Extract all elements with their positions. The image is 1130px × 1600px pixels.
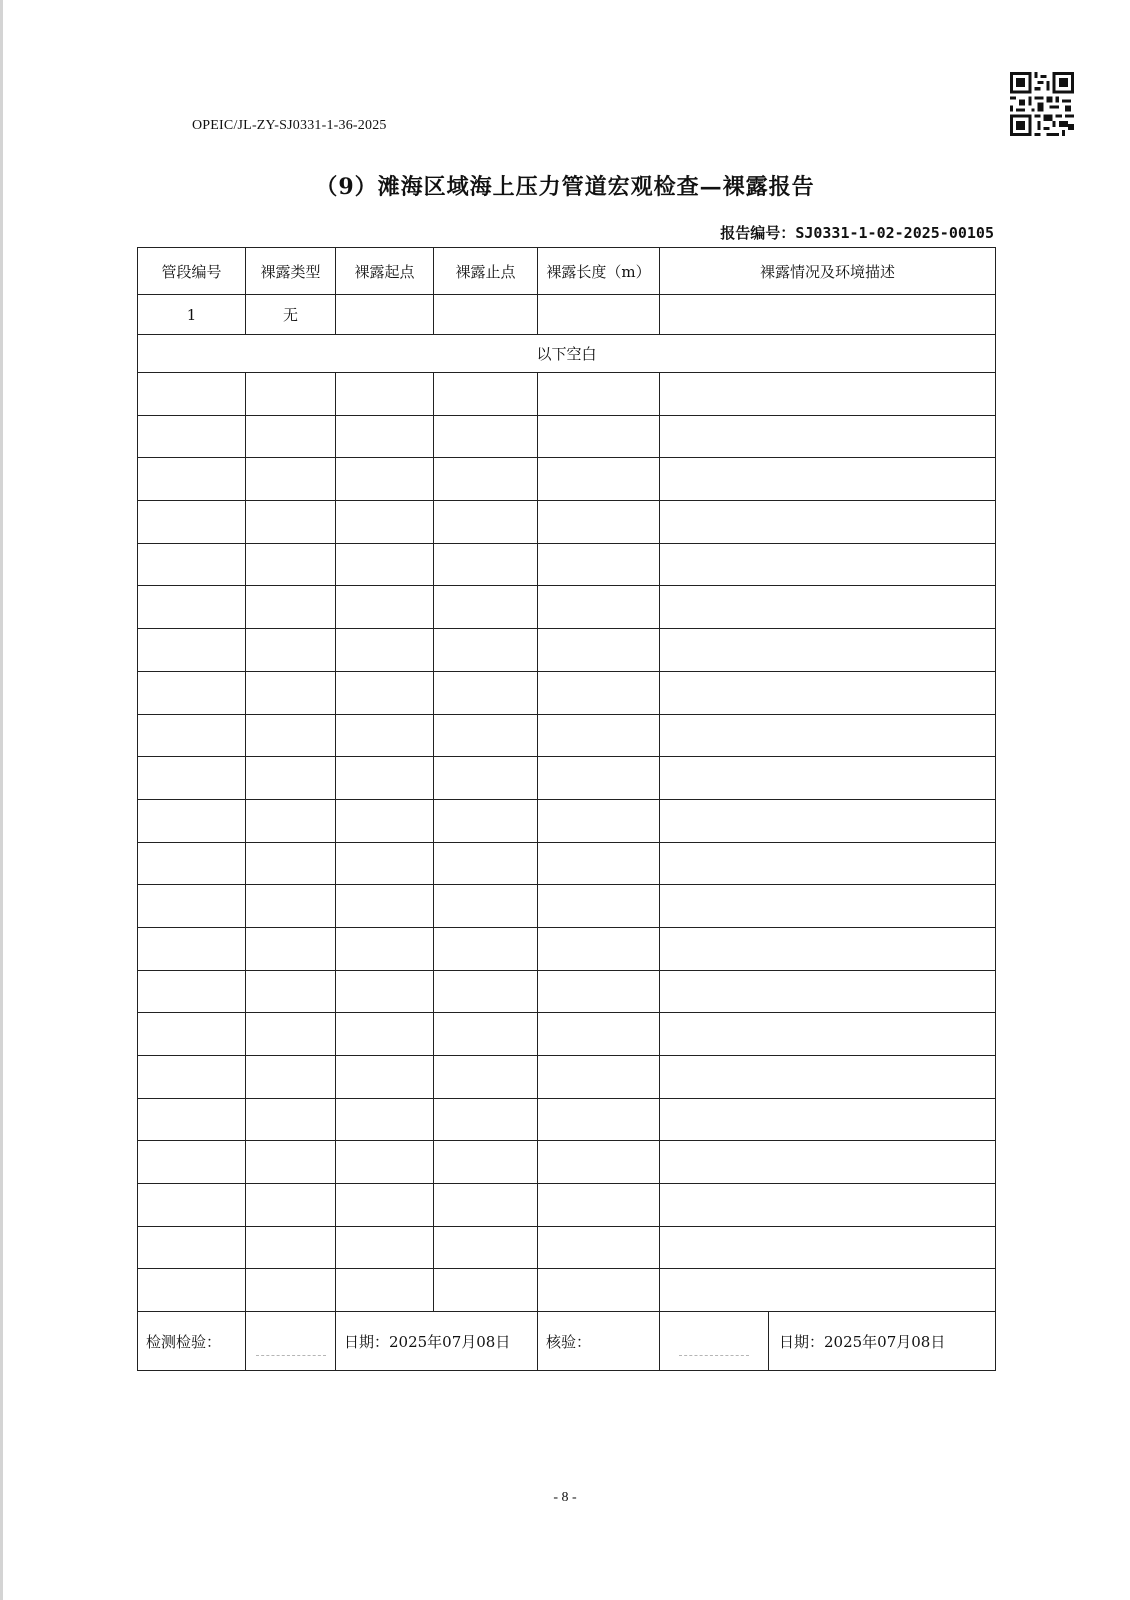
report-number (720, 222, 994, 243)
empty-cell (538, 671, 660, 714)
signature-row (138, 1312, 996, 1371)
table-row (138, 1226, 996, 1269)
empty-cell (336, 799, 434, 842)
table-row (138, 629, 996, 672)
table-row (138, 1269, 996, 1312)
empty-cell (246, 1226, 336, 1269)
empty-cell (660, 671, 996, 714)
empty-cell (660, 629, 996, 672)
empty-cell (138, 1184, 246, 1227)
empty-cell (434, 1141, 538, 1184)
empty-cell (246, 415, 336, 458)
table-row (138, 927, 996, 970)
empty-cell (246, 1184, 336, 1227)
empty-cell (434, 586, 538, 629)
empty-cell (660, 757, 996, 800)
empty-cell (138, 458, 246, 501)
inspector-signature-cell (246, 1312, 336, 1371)
empty-cell (138, 671, 246, 714)
empty-cell (336, 629, 434, 672)
empty-cell (246, 885, 336, 928)
empty-cell (660, 799, 996, 842)
table-row (138, 714, 996, 757)
empty-cell (336, 501, 434, 544)
report-number-value: SJ0331-1-02-2025-00105 (795, 224, 994, 242)
empty-cell (434, 799, 538, 842)
empty-cell (336, 1013, 434, 1056)
empty-cell (660, 501, 996, 544)
empty-cell (660, 1056, 996, 1099)
empty-cell (660, 415, 996, 458)
column-header: 裸露起点 (336, 248, 434, 295)
empty-cell (538, 799, 660, 842)
empty-cell (246, 927, 336, 970)
empty-cell (336, 373, 434, 416)
table-row (138, 543, 996, 586)
empty-cell (538, 1056, 660, 1099)
table-row (138, 415, 996, 458)
empty-cell (434, 415, 538, 458)
table-row (138, 501, 996, 544)
empty-cell (138, 1269, 246, 1312)
empty-cell (434, 1056, 538, 1099)
table-row (138, 799, 996, 842)
empty-cell (434, 1098, 538, 1141)
empty-cell (538, 970, 660, 1013)
blank-note-row (138, 335, 996, 373)
empty-cell (434, 629, 538, 672)
document-code: OPEIC/JL-ZY-SJ0331-1-36-2025 (192, 118, 387, 133)
empty-cell (138, 714, 246, 757)
empty-cell (538, 927, 660, 970)
empty-cell (336, 415, 434, 458)
empty-cell (538, 586, 660, 629)
table-row (138, 295, 996, 335)
empty-cell (434, 1226, 538, 1269)
qr-code-icon (1010, 72, 1074, 136)
table-row (138, 757, 996, 800)
empty-cell (246, 586, 336, 629)
empty-cell (434, 714, 538, 757)
empty-cell (336, 714, 434, 757)
empty-cell (660, 1098, 996, 1141)
exposure-end-cell (434, 295, 538, 335)
empty-cell (660, 458, 996, 501)
table-header-row (138, 248, 996, 295)
column-header: 裸露类型 (246, 248, 336, 295)
empty-cell (138, 885, 246, 928)
empty-cell (434, 501, 538, 544)
empty-cell (660, 1013, 996, 1056)
empty-cell (138, 757, 246, 800)
empty-cell (660, 927, 996, 970)
empty-cell (138, 586, 246, 629)
column-header: 裸露长度（m） (538, 248, 660, 295)
empty-cell (434, 543, 538, 586)
table-row (138, 1098, 996, 1141)
empty-cell (246, 757, 336, 800)
table-row (138, 671, 996, 714)
empty-cell (246, 671, 336, 714)
table-row (138, 1013, 996, 1056)
empty-cell (138, 1056, 246, 1099)
empty-cell (434, 1269, 538, 1312)
empty-cell (138, 927, 246, 970)
empty-cell (538, 629, 660, 672)
exposure-length-cell (538, 295, 660, 335)
empty-cell (336, 927, 434, 970)
table-row (138, 842, 996, 885)
empty-cell (246, 842, 336, 885)
exposure-table (137, 247, 996, 1371)
reviewer-date: 日期：2025年07月08日 (779, 1332, 946, 1351)
empty-cell (138, 1013, 246, 1056)
empty-cell (434, 885, 538, 928)
empty-cell (246, 458, 336, 501)
empty-cell (246, 799, 336, 842)
empty-cell (336, 970, 434, 1013)
empty-cell (538, 885, 660, 928)
table-row (138, 458, 996, 501)
empty-cell (336, 757, 434, 800)
empty-cell (538, 1226, 660, 1269)
empty-cell (660, 373, 996, 416)
report-title: （9）滩海区域海上压力管道宏观检查—裸露报告 (315, 174, 815, 200)
empty-cell (538, 415, 660, 458)
empty-cell (660, 714, 996, 757)
empty-cell (138, 629, 246, 672)
empty-cell (538, 1098, 660, 1141)
empty-cell (246, 970, 336, 1013)
empty-cell (138, 415, 246, 458)
empty-cell (138, 970, 246, 1013)
empty-cell (660, 970, 996, 1013)
empty-cell (434, 458, 538, 501)
empty-cell (538, 1013, 660, 1056)
empty-cell (138, 842, 246, 885)
empty-cell (336, 1056, 434, 1099)
empty-cell (660, 586, 996, 629)
empty-rows (138, 373, 996, 1312)
empty-cell (336, 1184, 434, 1227)
column-header: 管段编号 (138, 248, 246, 295)
empty-cell (246, 1098, 336, 1141)
empty-cell (538, 543, 660, 586)
table-row (138, 885, 996, 928)
empty-cell (336, 1141, 434, 1184)
report-number-label: 报告编号： (720, 224, 796, 242)
empty-cell (538, 501, 660, 544)
empty-cell (660, 842, 996, 885)
empty-cell (434, 842, 538, 885)
empty-cell (336, 1269, 434, 1312)
column-header: 裸露情况及环境描述 (660, 248, 996, 295)
reviewer-cell (660, 1312, 996, 1371)
exposure-description-cell (660, 295, 996, 335)
empty-cell (336, 1098, 434, 1141)
empty-cell (138, 543, 246, 586)
empty-cell (246, 501, 336, 544)
inspector-date: 日期：2025年07月08日 (336, 1312, 538, 1371)
exposure-type-cell: 无 (246, 295, 336, 335)
empty-cell (660, 1269, 996, 1312)
table-row (138, 1056, 996, 1099)
empty-cell (434, 757, 538, 800)
empty-cell (246, 629, 336, 672)
column-header: 裸露止点 (434, 248, 538, 295)
empty-cell (660, 543, 996, 586)
empty-cell (660, 1184, 996, 1227)
table-row (138, 373, 996, 416)
empty-cell (538, 1141, 660, 1184)
empty-cell (660, 885, 996, 928)
empty-cell (138, 1141, 246, 1184)
empty-cell (336, 586, 434, 629)
signature-placeholder (256, 1327, 326, 1356)
page-edge (0, 0, 3, 1600)
empty-cell (434, 970, 538, 1013)
empty-cell (246, 1141, 336, 1184)
empty-cell (538, 842, 660, 885)
empty-cell (138, 373, 246, 416)
empty-cell (434, 927, 538, 970)
empty-cell (246, 714, 336, 757)
empty-cell (660, 1226, 996, 1269)
empty-cell (138, 501, 246, 544)
table-row (138, 1184, 996, 1227)
empty-cell (336, 885, 434, 928)
empty-cell (434, 671, 538, 714)
empty-cell (336, 842, 434, 885)
empty-cell (336, 458, 434, 501)
empty-cell (246, 1056, 336, 1099)
empty-cell (336, 1226, 434, 1269)
reviewer-signature-cell (660, 1312, 769, 1370)
empty-cell (538, 373, 660, 416)
empty-cell (434, 373, 538, 416)
empty-cell (138, 799, 246, 842)
reviewer-label: 核验： (538, 1312, 660, 1371)
blank-note: 以下空白 (138, 335, 996, 373)
inspector-label: 检测检验： (138, 1312, 246, 1371)
empty-cell (538, 1269, 660, 1312)
empty-cell (434, 1184, 538, 1227)
empty-cell (538, 714, 660, 757)
empty-cell (538, 1184, 660, 1227)
empty-cell (336, 671, 434, 714)
table-row (138, 1141, 996, 1184)
empty-cell (538, 458, 660, 501)
empty-cell (538, 757, 660, 800)
table-row (138, 970, 996, 1013)
empty-cell (138, 1226, 246, 1269)
empty-cell (246, 1269, 336, 1312)
exposure-start-cell (336, 295, 434, 335)
table-row (138, 586, 996, 629)
empty-cell (660, 1141, 996, 1184)
signature-placeholder (679, 1327, 749, 1356)
empty-cell (246, 1013, 336, 1056)
segment-number-cell: 1 (138, 295, 246, 335)
empty-cell (434, 1013, 538, 1056)
empty-cell (138, 1098, 246, 1141)
empty-cell (336, 543, 434, 586)
empty-cell (246, 373, 336, 416)
empty-cell (246, 543, 336, 586)
page-number: - 8 - (553, 1490, 577, 1505)
